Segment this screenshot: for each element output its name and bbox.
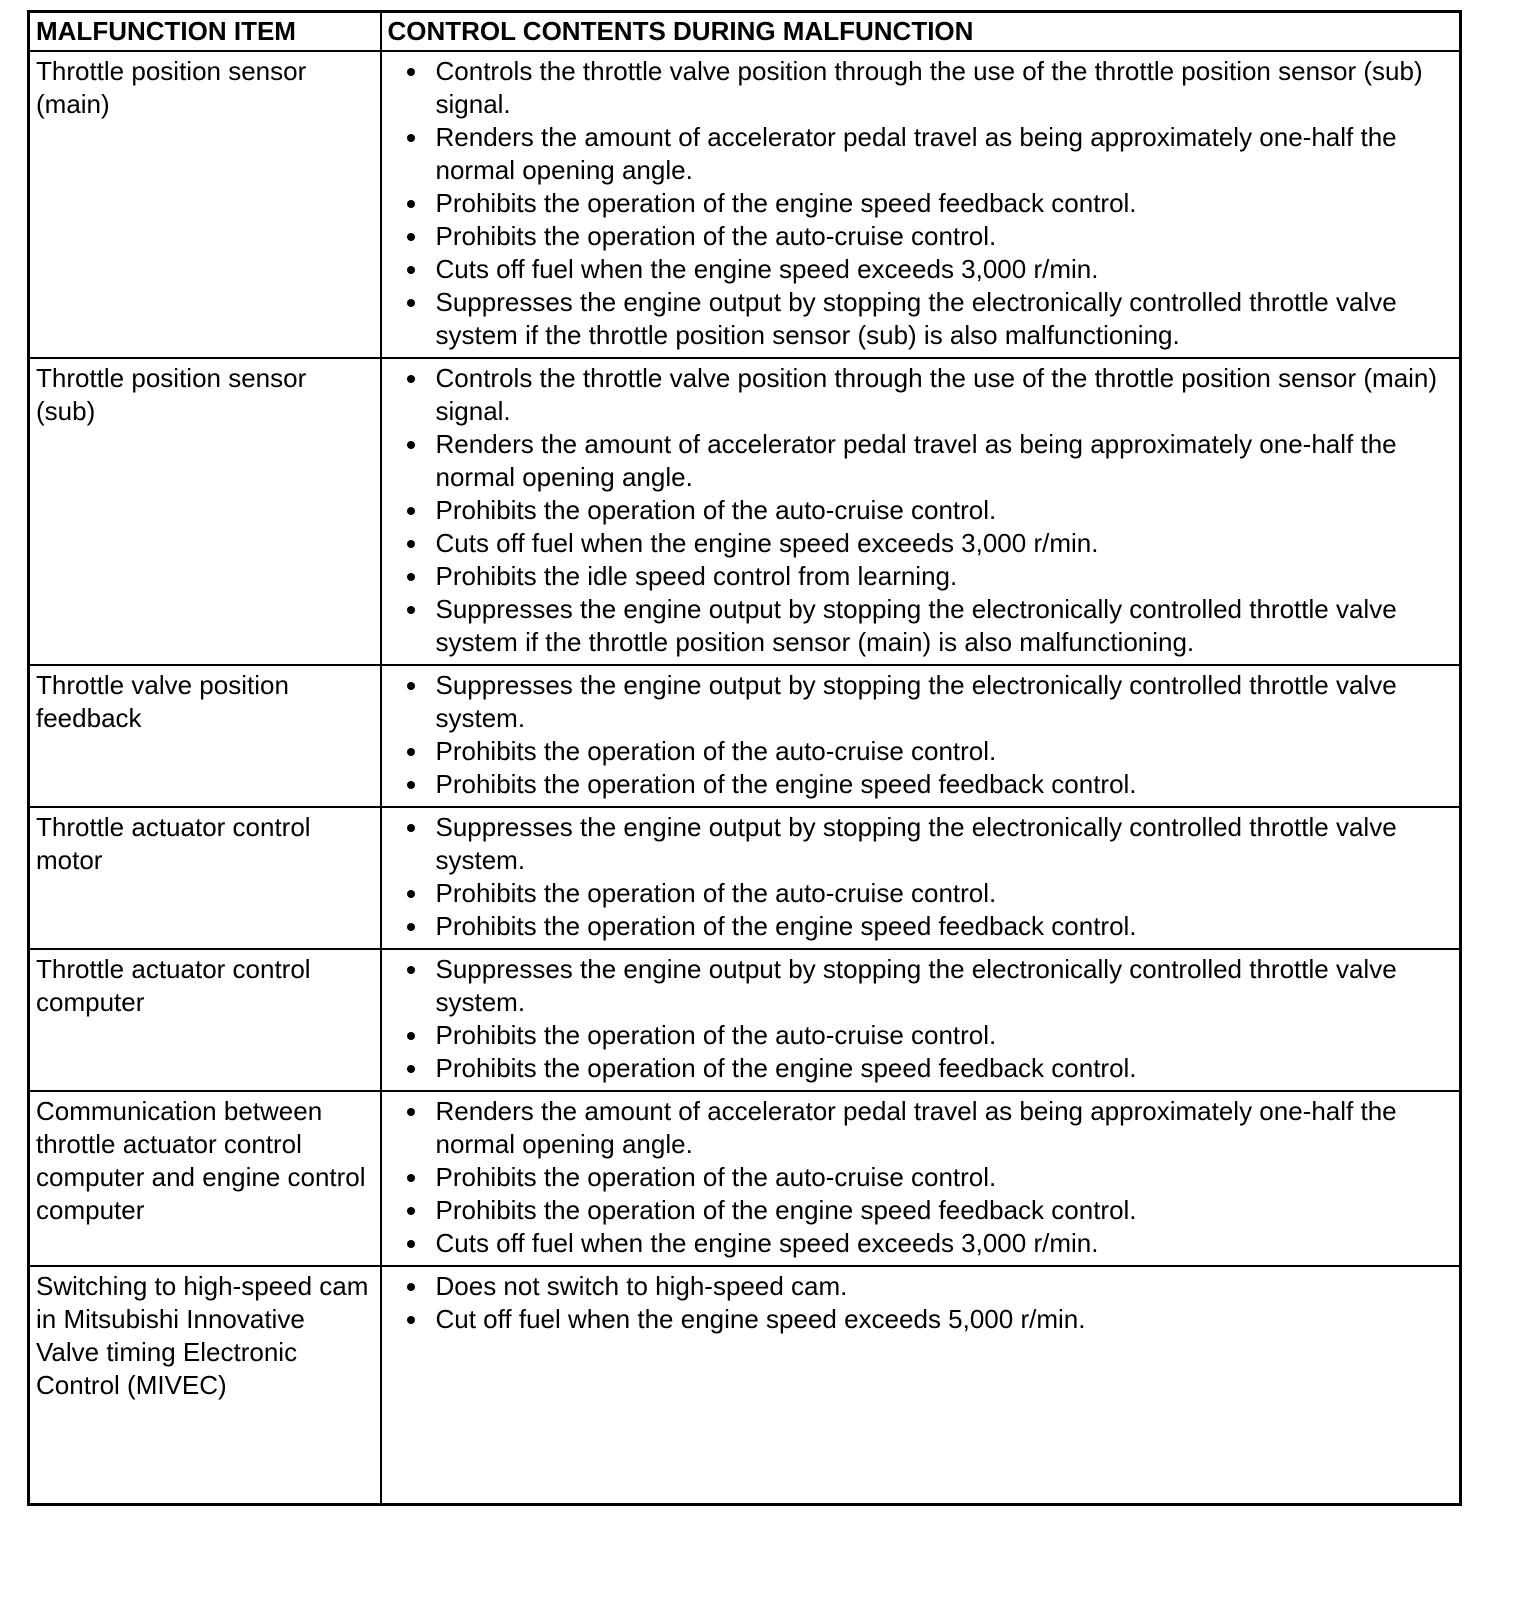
control-bullet: • Prohibits the operation of the auto-cruise control.: [430, 735, 1452, 768]
control-bullet: • Cuts off fuel when the engine speed exceeds 3,000 r/min.: [430, 527, 1452, 560]
malfunction-item-cell: Throttle valve position feedback: [29, 665, 381, 807]
control-bullet: • Prohibits the operation of the auto-cruise control.: [430, 1019, 1452, 1052]
control-bullet-list: [388, 953, 1452, 1085]
table-header-row: [29, 12, 1461, 52]
table-row: [29, 51, 1461, 358]
table-row: [29, 949, 1461, 1091]
control-bullet: • Prohibits the operation of the auto-cruise control.: [430, 1161, 1452, 1194]
control-bullet-list: [388, 1270, 1452, 1336]
control-bullet: • Prohibits the operation of the engine speed feedback control.: [430, 187, 1452, 220]
table-row: [29, 807, 1461, 949]
control-bullet: • Suppresses the engine output by stopping the electronically controlled throttle valve system if the throttle position sensor (sub) is also malfunctioning.: [430, 286, 1452, 352]
table-row: [29, 1266, 1461, 1504]
control-bullet-list: [388, 55, 1452, 352]
control-bullet: • Prohibits the operation of the auto-cruise control.: [430, 877, 1452, 910]
control-bullet: • Suppresses the engine output by stopping the electronically controlled throttle valve system.: [430, 811, 1452, 877]
control-contents-cell: [381, 51, 1461, 358]
malfunction-item-cell: Throttle actuator control motor: [29, 807, 381, 949]
control-bullet-list: [388, 1095, 1452, 1260]
control-bullet: • Renders the amount of accelerator pedal travel as being approximately one-half the normal opening angle.: [430, 428, 1452, 494]
control-bullet: • Controls the throttle valve position through the use of the throttle position sensor (sub) signal.: [430, 55, 1452, 121]
control-bullet: • Prohibits the operation of the engine speed feedback control.: [430, 1194, 1452, 1227]
control-bullet: • Prohibits the operation of the auto-cruise control.: [430, 494, 1452, 527]
control-bullet: • Cut off fuel when the engine speed exceeds 5,000 r/min.: [430, 1303, 1452, 1336]
control-contents-cell: [381, 949, 1461, 1091]
malfunction-table: [27, 10, 1462, 1506]
control-bullet: • Cuts off fuel when the engine speed exceeds 3,000 r/min.: [430, 253, 1452, 286]
table-row: [29, 358, 1461, 665]
control-bullet: • Controls the throttle valve position through the use of the throttle position sensor (main) signal.: [430, 362, 1452, 428]
control-bullet: • Prohibits the operation of the auto-cruise control.: [430, 220, 1452, 253]
header-malfunction-item: MALFUNCTION ITEM: [29, 12, 381, 52]
control-bullet: • Prohibits the operation of the engine speed feedback control.: [430, 1052, 1452, 1085]
malfunction-item-cell: Communication between throttle actuator control computer and engine control computer: [29, 1091, 381, 1266]
control-bullet-list: [388, 362, 1452, 659]
header-control-contents: CONTROL CONTENTS DURING MALFUNCTION: [381, 12, 1461, 52]
control-bullet: • Does not switch to high-speed cam.: [430, 1270, 1452, 1303]
control-bullet: • Suppresses the engine output by stopping the electronically controlled throttle valve system if the throttle position sensor (main) is also malfunctioning.: [430, 593, 1452, 659]
control-bullet: • Renders the amount of accelerator pedal travel as being approximately one-half the normal opening angle.: [430, 121, 1452, 187]
control-bullet-list: [388, 669, 1452, 801]
control-bullet: • Prohibits the operation of the engine speed feedback control.: [430, 768, 1452, 801]
control-bullet: • Prohibits the idle speed control from learning.: [430, 560, 1452, 593]
table-row: [29, 665, 1461, 807]
malfunction-item-cell: Throttle actuator control computer: [29, 949, 381, 1091]
control-bullet: • Suppresses the engine output by stopping the electronically controlled throttle valve system.: [430, 669, 1452, 735]
malfunction-item-cell: Throttle position sensor (main): [29, 51, 381, 358]
control-bullet: • Cuts off fuel when the engine speed exceeds 3,000 r/min.: [430, 1227, 1452, 1260]
control-contents-cell: [381, 807, 1461, 949]
control-bullet-list: [388, 811, 1452, 943]
control-bullet: • Suppresses the engine output by stopping the electronically controlled throttle valve system.: [430, 953, 1452, 1019]
malfunction-item-cell: Switching to high-speed cam in Mitsubishi Innovative Valve timing Electronic Control (MIVEC): [29, 1266, 381, 1504]
control-bullet: • Renders the amount of accelerator pedal travel as being approximately one-half the normal opening angle.: [430, 1095, 1452, 1161]
control-bullet: • Prohibits the operation of the engine speed feedback control.: [430, 910, 1452, 943]
control-contents-cell: [381, 665, 1461, 807]
table-row: [29, 1091, 1461, 1266]
malfunction-item-cell: Throttle position sensor (sub): [29, 358, 381, 665]
control-contents-cell: [381, 358, 1461, 665]
control-contents-cell: [381, 1266, 1461, 1504]
control-contents-cell: [381, 1091, 1461, 1266]
